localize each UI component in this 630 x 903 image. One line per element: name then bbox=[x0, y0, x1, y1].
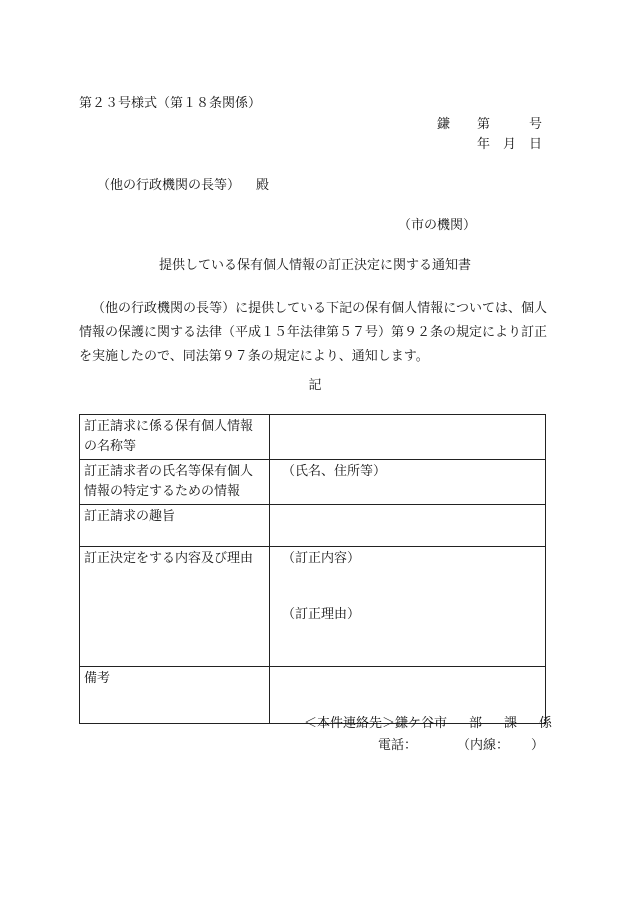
row-value bbox=[270, 505, 546, 547]
notice-body: （他の行政機関の長等）に提供している下記の保有個人情報については、個人情報の保護に関する法律（平成１５年法律第５７号）第９２条の規定により訂正を実施したので、同法第９７条の規定により、通知します。 bbox=[79, 301, 548, 364]
addressee-honorific: 殿 bbox=[256, 178, 270, 193]
sender: （市の機関） bbox=[398, 218, 477, 233]
row-value bbox=[270, 667, 546, 724]
contact-phone bbox=[378, 738, 544, 754]
row-label: 訂正請求の趣旨 bbox=[80, 505, 270, 547]
row-value bbox=[270, 460, 546, 505]
contact-info bbox=[304, 716, 552, 732]
contact-kakari: 係 bbox=[538, 716, 552, 731]
table-row bbox=[80, 505, 546, 547]
date-month: 月 bbox=[503, 137, 517, 152]
doc-number-kama: 鎌 bbox=[437, 117, 451, 132]
form-number: 第２３号様式（第１８条関係） bbox=[79, 96, 262, 111]
table-row bbox=[80, 415, 546, 460]
ki-heading: 記 bbox=[308, 378, 322, 393]
doc-number-go: 号 bbox=[529, 117, 543, 132]
table-row bbox=[80, 460, 546, 505]
row-value bbox=[270, 547, 546, 667]
requester-info-note: （氏名、住所等） bbox=[282, 464, 387, 479]
addressee-name: （他の行政機関の長等） bbox=[97, 178, 241, 193]
correction-reason-label: （訂正理由） bbox=[282, 607, 361, 622]
table-row bbox=[80, 547, 546, 667]
doc-number-dai: 第 bbox=[477, 117, 491, 132]
row-label: 訂正請求者の氏名等保有個人情報の特定するための情報 bbox=[80, 460, 270, 505]
row-label: 訂正請求に係る保有個人情報の名称等 bbox=[80, 415, 270, 460]
row-value bbox=[270, 415, 546, 460]
row-label: 備考 bbox=[80, 667, 270, 724]
addressee bbox=[97, 178, 269, 194]
phone-extension: （内線： bbox=[456, 738, 509, 753]
table-row bbox=[80, 667, 546, 724]
contact-ka: 課 bbox=[503, 716, 517, 731]
document-title: 提供している保有個人情報の訂正決定に関する通知書 bbox=[158, 258, 471, 273]
date-day: 日 bbox=[529, 137, 543, 152]
contact-bu: 部 bbox=[468, 716, 482, 731]
info-table bbox=[79, 414, 546, 724]
row-label: 訂正決定をする内容及び理由 bbox=[80, 547, 270, 667]
contact-prefix: ＜本件連絡先＞鎌ケ谷市 bbox=[303, 716, 447, 731]
phone-extension-close: ） bbox=[530, 738, 544, 753]
correction-content-label: （訂正内容） bbox=[282, 551, 361, 566]
phone-label: 電話： bbox=[377, 738, 417, 753]
date-year: 年 bbox=[477, 137, 491, 152]
